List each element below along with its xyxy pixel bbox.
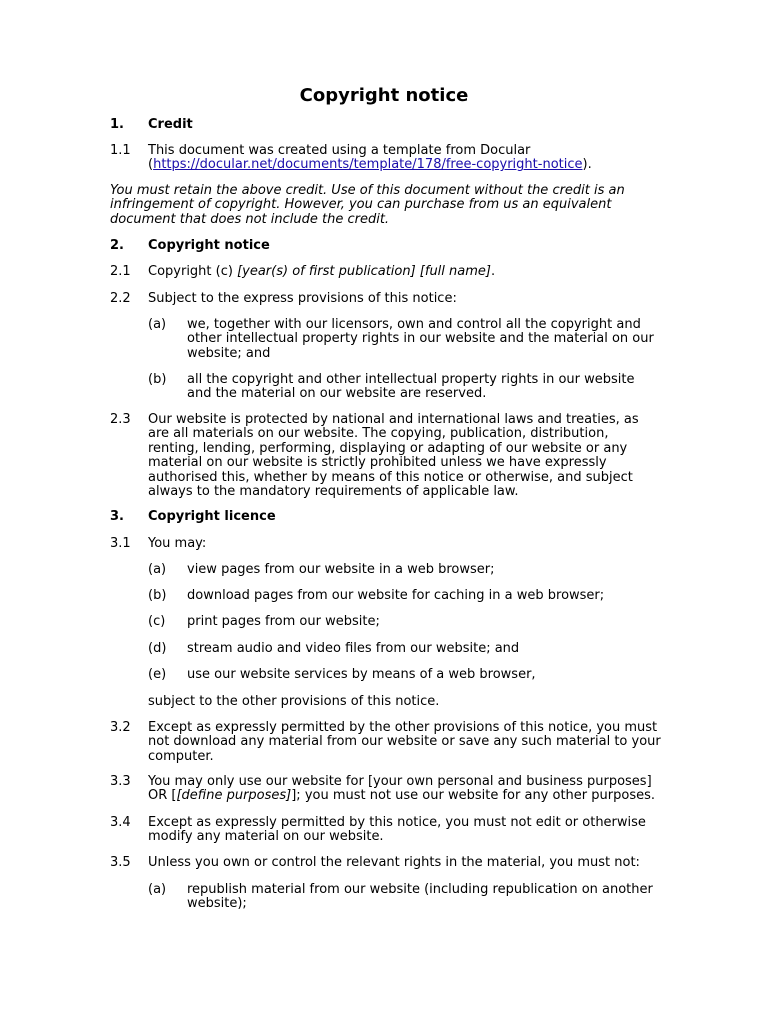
subclause-line: other intellectual property rights in our website and the material on our <box>187 331 654 347</box>
clause-number: 1.1 <box>110 143 131 158</box>
clause-line: You may only use our website for [your own personal and business purposes] <box>148 774 652 789</box>
clause-line: computer. <box>148 748 214 764</box>
subclause-line: website; and <box>187 345 271 361</box>
clause-text: You may: <box>148 536 207 551</box>
section-title: Copyright notice <box>148 238 270 253</box>
placeholder-text: [year(s) of first publication] [full name] <box>237 264 491 279</box>
subclause-line: republish material from our website (including republication on another <box>187 882 653 897</box>
subclause-line: all the copyright and other intellectual property rights in our website <box>187 372 635 387</box>
clause-line: are all materials on our website. The copying, publication, distribution, <box>148 426 609 442</box>
note-line: You must retain the above credit. Use of this document without the credit is an <box>110 183 625 198</box>
clause-text-part: OR [ <box>148 788 177 804</box>
clause-text-part: Copyright (c) <box>148 264 238 279</box>
section-number: 3. <box>110 509 124 524</box>
clause-line <box>148 789 688 803</box>
clause-line: always to the mandatory requirements of applicable law. <box>148 484 519 500</box>
clause-number: 3.3 <box>110 774 131 789</box>
placeholder-text: [define purposes] <box>176 788 292 804</box>
clause-line: Except as expressly permitted by the other provisions of this notice, you must <box>148 720 658 735</box>
clause-number: 2.1 <box>110 264 131 279</box>
subclause-number: (b) <box>148 372 167 387</box>
clause-number: 2.3 <box>110 412 131 427</box>
subclause-number: (c) <box>148 614 166 629</box>
document-title: Copyright notice <box>299 85 469 106</box>
clause-line: Our website is protected by national and international laws and treaties, as <box>148 412 639 427</box>
clause-line: Except as expressly permitted by this notice, you must not edit or otherwise <box>148 815 646 830</box>
clause-line: material on our website is strictly prohibited unless we have expressly <box>148 455 607 471</box>
clause-number: 3.4 <box>110 815 131 830</box>
clause-text <box>148 265 688 279</box>
paren-open: ( <box>148 157 154 173</box>
section-number: 2. <box>110 238 124 253</box>
licence-tail: subject to the other provisions of this notice. <box>148 694 440 709</box>
subclause-text: use our website services by means of a web browser, <box>187 667 536 682</box>
clause-text <box>148 413 688 499</box>
clause-number: 3.5 <box>110 855 131 870</box>
clause-text-part: ]; you must not use our website for any other purposes. <box>291 788 655 804</box>
clause-text <box>148 775 688 804</box>
docular-template-link[interactable]: https://docular.net/documents/template/178/free-copyright-notice <box>153 157 583 173</box>
note-line: document that does not include the credit. <box>110 211 390 227</box>
paren-close: ). <box>582 157 592 173</box>
subclause-text: view pages from our website in a web browser; <box>187 562 495 577</box>
clause-line: not download any material from our website or save any such material to your <box>148 734 661 750</box>
clause-number: 3.1 <box>110 536 131 551</box>
clause-line <box>148 158 688 172</box>
subclause-text <box>187 373 687 402</box>
clause-text <box>148 721 688 764</box>
clause-line: authorised this, whether by means of this notice or otherwise, and subject <box>148 469 633 485</box>
section-title: Credit <box>148 117 193 132</box>
clause-text: Subject to the express provisions of this notice: <box>148 291 457 306</box>
clause-number: 3.2 <box>110 720 131 735</box>
subclause-text <box>187 883 687 912</box>
clause-text <box>148 816 688 845</box>
clause-text-end: . <box>490 264 496 279</box>
subclause-number: (e) <box>148 667 167 682</box>
subclause-number: (a) <box>148 562 167 577</box>
clause-text <box>148 144 688 173</box>
subclause-line: we, together with our licensors, own and control all the copyright and <box>187 317 641 332</box>
clause-line: renting, lending, performing, displaying or adapting of our website or any <box>148 440 628 456</box>
clause-line: modify any material on our website. <box>148 829 384 845</box>
credit-note <box>110 184 670 227</box>
subclause-number: (b) <box>148 588 167 603</box>
section-number: 1. <box>110 117 124 132</box>
subclause-text <box>187 318 687 361</box>
clause-text: Unless you own or control the relevant rights in the material, you must not: <box>148 855 640 870</box>
subclause-text: print pages from our website; <box>187 614 380 629</box>
clause-line: This document was created using a template from Docular <box>148 143 531 158</box>
section-title: Copyright licence <box>148 509 276 524</box>
subclause-text: download pages from our website for caching in a web browser; <box>187 588 605 603</box>
clause-number: 2.2 <box>110 291 131 306</box>
subclause-text: stream audio and video files from our website; and <box>187 641 520 656</box>
subclause-number: (a) <box>148 317 167 332</box>
subclause-number: (a) <box>148 882 167 897</box>
note-line: infringement of copyright. However, you can purchase from us an equivalent <box>110 197 612 213</box>
subclause-line: and the material on our website are reserved. <box>187 386 487 402</box>
subclause-line: website); <box>187 896 247 912</box>
subclause-number: (d) <box>148 641 167 656</box>
